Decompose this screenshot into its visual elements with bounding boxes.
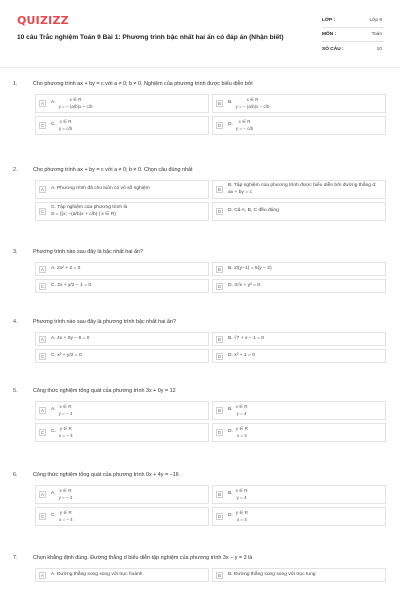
question-6 (13, 470, 386, 526)
option-letter: C (40, 123, 45, 128)
option-letter: B (216, 491, 223, 498)
option-formula: x ∈ R y = − 4 (58, 403, 73, 416)
question-number: 7. (13, 554, 18, 561)
option-d[interactable] (212, 423, 386, 442)
option-letter: D (217, 430, 222, 435)
meta-key-count: SỐ CÂU : (322, 46, 344, 52)
question-text: Phương trình nào sau đây là phương trình bậc nhất hai ẩn? (33, 318, 176, 325)
option-b[interactable] (212, 485, 386, 504)
option-b[interactable] (212, 332, 386, 346)
option-letter: B (216, 266, 223, 273)
question-number: 3. (13, 248, 18, 255)
option-letter: D (217, 209, 222, 214)
option-letter: C (40, 430, 45, 435)
option-label: C. Tập nghiệm của phương trình là S = {(x; −(a/b)x + c/b) | x ∈ R} (51, 204, 128, 217)
option-label: D. (228, 513, 233, 519)
meta-row-class (322, 14, 384, 28)
quiz-meta-table (322, 14, 384, 56)
option-d[interactable] (212, 202, 386, 221)
option-formula: x ∈ R y = c/b (58, 118, 73, 131)
option-c[interactable] (35, 349, 209, 363)
option-label: B. (228, 407, 233, 413)
question-number: 2. (13, 166, 18, 173)
option-label: A. Đường thẳng song song với trục hoành (51, 571, 143, 577)
option-label: A. (51, 407, 56, 413)
option-label: C. x² + y/2 = 0 (51, 352, 82, 358)
option-b[interactable] (212, 262, 386, 276)
option-letter: A (39, 266, 46, 273)
question-text: Phương trình nào sau đây là bậc nhất hai ẩn? (33, 248, 143, 255)
option-letter: A (39, 491, 46, 498)
option-letter: B (216, 572, 223, 579)
option-d[interactable] (212, 349, 386, 363)
option-letter: A (39, 336, 46, 343)
option-label: C. (51, 429, 56, 435)
option-letter: D (217, 353, 222, 359)
option-a[interactable] (35, 94, 209, 113)
question-number: 4. (13, 318, 18, 325)
option-formula: x ∈ R y = − 4 (58, 487, 73, 500)
option-a[interactable] (35, 568, 209, 582)
option-label: A. (51, 491, 56, 497)
option-formula: y ∈ R x = − 4 (58, 509, 73, 522)
option-letter: C (40, 514, 45, 519)
option-letter: A (39, 100, 46, 107)
option-letter: D (217, 514, 222, 519)
option-c[interactable] (35, 507, 209, 526)
option-d[interactable] (212, 507, 386, 526)
option-label: A. 2x² + 2 = 0 (51, 265, 81, 271)
option-label: A. (51, 100, 56, 106)
option-letter: D (217, 283, 222, 289)
option-label: B. (228, 491, 233, 497)
option-letter: B (216, 186, 223, 193)
option-label: C. (51, 122, 56, 128)
question-text: Cho phương trình ax + by = c với a ≠ 0; b ≠ 0. Nghiệm của phương trình được biểu diễn bởi (33, 80, 253, 87)
page-title: 10 câu Trắc nghiệm Toán 9 Bài 1: Phương trình bậc nhất hai ẩn có đáp án (Nhận biết) (17, 34, 284, 41)
question-3 (13, 247, 386, 293)
option-formula: x ∈ R y = − c/b (235, 118, 254, 131)
option-letter: B (216, 407, 223, 414)
option-d[interactable] (212, 116, 386, 135)
option-label: D. Cả A, B, C đều đúng (228, 208, 279, 214)
question-number: 1. (13, 80, 18, 87)
option-c[interactable] (35, 202, 209, 221)
option-label: D. (228, 429, 233, 435)
meta-key-subject: MÔN : (322, 32, 337, 37)
option-label: B. √7 + x − 1 = 0 (228, 335, 264, 341)
option-label: A. 4x + 0y − 6 = 0 (51, 335, 90, 341)
option-label: C. (51, 513, 56, 519)
option-d[interactable] (212, 279, 386, 293)
option-formula: y ∈ R x = 4 (235, 509, 248, 522)
option-label: B. Tập nghiệm của phương trình được biểu diễn bởi đường thẳng d: ax + by = c (228, 182, 377, 195)
option-b[interactable] (212, 568, 386, 582)
meta-value-subject: Toán (371, 32, 382, 37)
option-a[interactable] (35, 332, 209, 346)
option-letter: B (216, 100, 223, 107)
option-formula: y ∈ R x = − 4 (58, 425, 73, 438)
option-a[interactable] (35, 485, 209, 504)
question-1 (13, 79, 386, 135)
meta-key-class: LỚP : (322, 18, 336, 23)
option-letter: C (40, 353, 45, 359)
option-a[interactable] (35, 180, 209, 199)
question-4 (13, 317, 386, 363)
option-letter: B (216, 336, 223, 343)
option-label: D. (228, 122, 233, 128)
option-b[interactable] (212, 180, 386, 199)
quizizz-logo: QUIZIZZ (17, 14, 69, 27)
question-text: Chọn khẳng định đúng. Đường thẳng d biểu diễn tập nghiệm của phương trình 3x − y = 3 là (33, 554, 253, 561)
option-label: B. 2/(y−1) = 5(y − 2) (228, 265, 272, 271)
option-letter: C (40, 209, 45, 214)
option-label: B. (228, 100, 233, 106)
question-2 (13, 165, 386, 221)
header-divider (0, 67, 400, 68)
option-label: A. Phương trình đã cho luôn có vô số nghiệm (51, 186, 150, 192)
option-formula: x ∈ R y = − (a/b)x + c/b (58, 96, 93, 109)
question-text: Công thức nghiệm tổng quát của phương trình 3x + 0y = 12 (33, 387, 176, 394)
option-c[interactable] (35, 423, 209, 442)
option-c[interactable] (35, 279, 209, 293)
option-formula: x ∈ R y = 4 (235, 487, 248, 500)
option-label: B. Đường thẳng song song với trục tung (228, 571, 316, 577)
option-a[interactable] (35, 401, 209, 420)
option-letter: A (39, 407, 46, 414)
option-letter: D (217, 123, 222, 128)
option-formula: x ∈ R y = 4 (235, 403, 248, 416)
meta-row-count (322, 42, 384, 56)
question-number: 6. (13, 471, 18, 478)
option-label: D. x³ + 1 = 0 (228, 352, 255, 358)
option-formula: y ∈ R x = 4 (235, 425, 248, 438)
option-c[interactable] (35, 116, 209, 135)
option-formula: x ∈ R y = − (a/b)x − c/b (235, 96, 270, 109)
question-7 (13, 553, 386, 582)
option-letter: A (39, 572, 46, 579)
question-text: Cho phương trình ax + by = c với a ≠ 0; b ≠ 0. Chọn câu đúng nhất (33, 166, 193, 173)
option-b[interactable] (212, 94, 386, 113)
meta-row-subject (322, 28, 384, 42)
meta-value-count: 10 (376, 46, 382, 52)
option-letter: C (40, 283, 45, 289)
option-letter: A (39, 186, 46, 193)
question-text: Công thức nghiệm tổng quát của phương trình 0x + 4y = −16 (33, 471, 179, 478)
option-a[interactable] (35, 262, 209, 276)
question-5 (13, 386, 386, 442)
question-number: 5. (13, 387, 18, 394)
option-label: D. 3√x + y² = 0 (228, 282, 261, 288)
option-label: C. 2x + y/2 − 1 = 0 (51, 282, 92, 288)
meta-value-class: Lớp 9 (369, 18, 382, 23)
option-b[interactable] (212, 401, 386, 420)
